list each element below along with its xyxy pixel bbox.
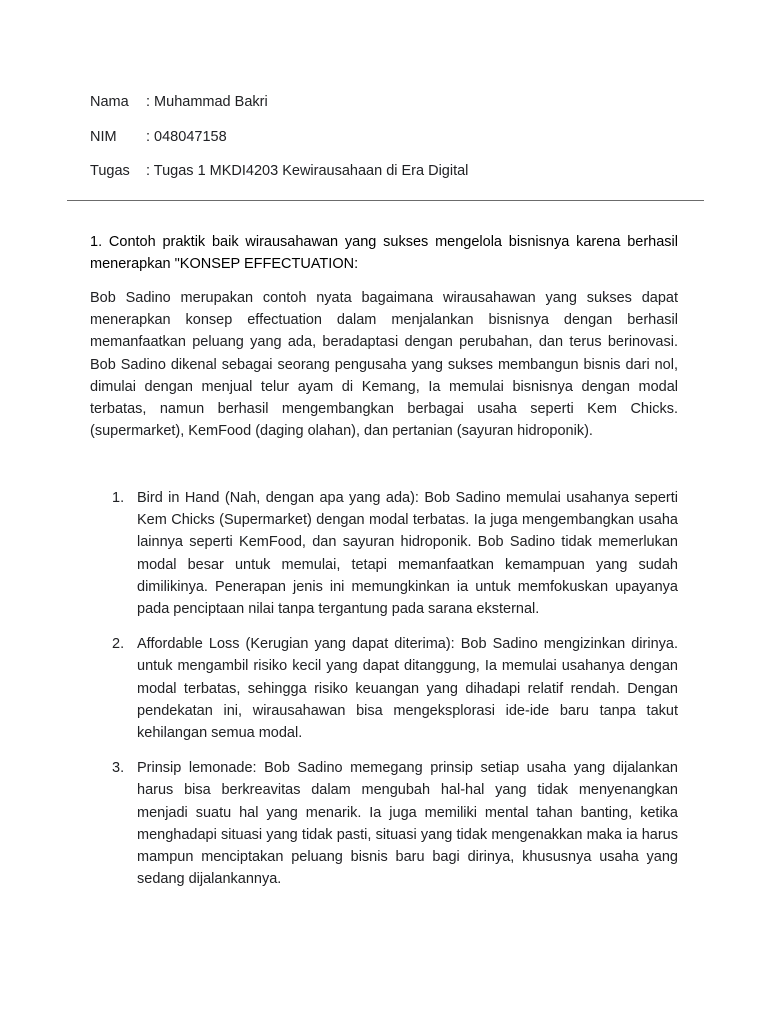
question-heading: 1. Contoh praktik baik wirausahawan yang sukses mengelola bisnisnya karena berhasil menerapkan "KONSEP EFFECTUATION: xyxy=(90,234,678,272)
list-item-text: Bird in Hand (Nah, dengan apa yang ada): Bob Sadino memulai usahanya seperti Kem Chicks (Supermarket) dengan modal terbatas. Ia juga mengembangkan usaha lainnya seperti KemFood, dan sayuran hidroponik. Bob Sadino tidak memerlukan modal besar untuk memulai, tetapi memanfaatkan kemampuan yang sudah dimilikinya. Penerapan jenis ini memungkinkan ia untuk memfokuskan upayanya pada penciptaan nilai tanpa tergantung pada sarana eksternal. xyxy=(137,490,678,618)
header-divider xyxy=(67,200,704,201)
list-item-number: 3. xyxy=(112,760,125,777)
nim-row xyxy=(90,127,468,162)
assignment-label: Tugas xyxy=(90,163,130,179)
name-value: : Muhammad Bakri xyxy=(146,94,268,110)
list-item-text: Affordable Loss (Kerugian yang dapat diterima): Bob Sadino mengizinkan dirinya. untuk mengambil risiko kecil yang dapat ditanggung, Ia memulai usahanya dengan modal terbatas, sehingga risiko keuangan yang dihadapi relatif rendah. Dengan pendekatan ini, wirausahawan bisa mengeksplorasi ide-ide baru tanpa takut kehilangan semua modal. xyxy=(137,636,678,742)
name-label: Nama xyxy=(90,94,129,110)
student-info-header xyxy=(90,92,468,196)
list-item xyxy=(90,487,678,620)
assignment-value: : Tugas 1 MKDI4203 Kewirausahaan di Era Digital xyxy=(146,163,469,179)
nim-value: : 048047158 xyxy=(146,128,227,145)
list-item-number: 2. xyxy=(112,636,125,653)
name-row xyxy=(90,92,468,127)
list-item-number: 1. xyxy=(112,490,125,506)
list-item-text: Prinsip lemonade: Bob Sadino memegang prinsip setiap usaha yang dijalankan harus bisa berkreavitas dalam mengubah hal-hal yang tidak menyenangkan menjadi suatu hal yang menarik. Ia juga memiliki mental tahan banting, ketika menghadapi situasi yang tidak pasti, situasi yang tidak mengenakkan maka ia harus mampun menciptakan peluang bisnis baru bagi dirinya, khususnya usaha yang sedang dijalankannya. xyxy=(137,760,678,888)
intro-paragraph: Bob Sadino merupakan contoh nyata bagaimana wirausahawan yang sukses dapat menerapkan konsep effectuation dalam menjalankan bisnisnya dengan berhasil memanfaatkan peluang yang ada, beradaptasi dengan perubahan, dan terus berinovasi. Bob Sadino dikenal sebagai seorang pengusaha yang sukses membangun bisnis dari nol, dimulai dengan menjual telur ayam di Kemang, Ia memulai bisnisnya dengan modal terbatas, namun berhasil mengembangkan berbagai usaha seperti Kem Chicks. (supermarket), KemFood (daging olahan), dan pertanian (sayuran hidroponik). xyxy=(90,290,678,440)
list-item xyxy=(90,633,678,744)
list-item xyxy=(90,757,678,890)
nim-label: NIM xyxy=(90,128,117,145)
effectuation-points-list xyxy=(90,487,678,903)
assignment-row xyxy=(90,161,468,196)
